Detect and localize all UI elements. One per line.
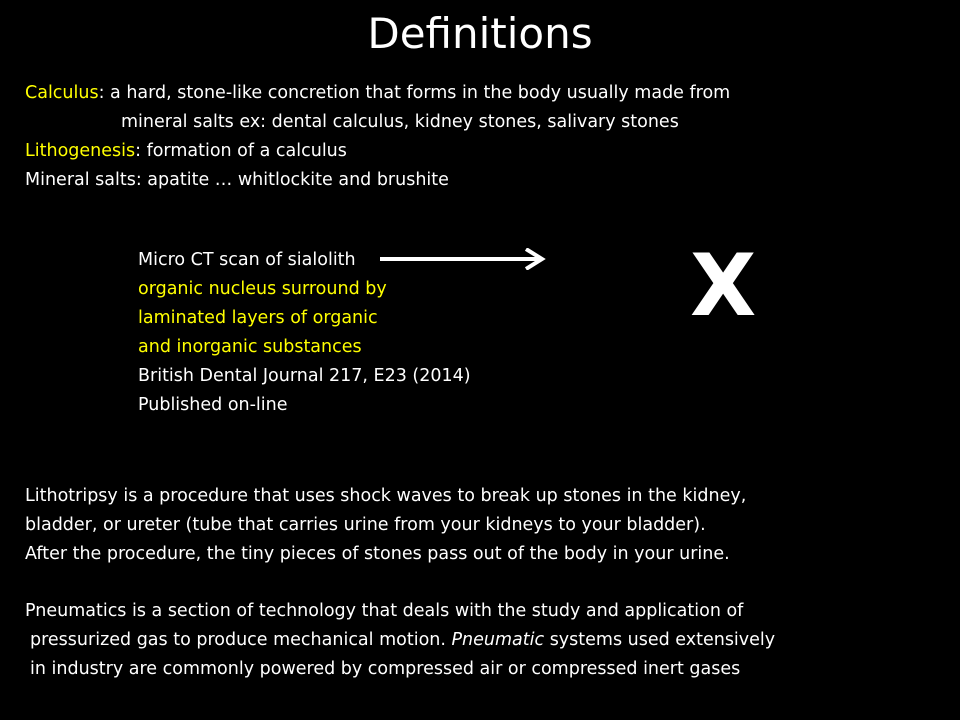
pneumatics-line-2-end: systems used extensively [544,630,776,650]
lithotripsy-paragraph [25,482,746,569]
caption-line-5: British Dental Journal 217, E23 (2014) [138,366,471,386]
caption-line-6: Published on-line [138,395,288,415]
pneumatics-line-1: Pneumatics is a section of technology that deals with the study and application of [25,601,744,621]
calculus-term: Calculus [25,83,99,103]
lithotripsy-line-3: After the procedure, the tiny pieces of stones pass out of the body in your urine. [25,544,730,564]
image-placeholder-x: X [690,236,757,336]
lithogenesis-text: : formation of a calculus [135,141,347,161]
calculus-text: : a hard, stone-like concretion that forms in the body usually made from [98,83,731,103]
slide-title: Definitions [367,9,593,58]
definitions-block [25,79,945,195]
caption-line-4: and inorganic substances [138,337,362,357]
calculus-definition [25,79,945,108]
pneumatic-emphasis: Pneumatic [451,630,545,650]
pneumatics-line-2-start: pressurized gas to produce mechanical motion. [30,630,452,650]
lithotripsy-line-1: Lithotripsy is a procedure that uses shock waves to break up stones in the kidney, [25,486,747,506]
pneumatics-line-3: in industry are commonly powered by compressed air or compressed inert gases [30,659,741,679]
image-caption [138,246,471,420]
caption-line-2: organic nucleus surround by [138,279,387,299]
calculus-definition-continued: mineral salts ex: dental calculus, kidney stones, salivary stones [121,112,679,132]
pneumatics-line-2 [25,626,775,655]
caption-line-3: laminated layers of organic [138,308,378,328]
pneumatics-paragraph [25,597,775,684]
lithogenesis-definition [25,137,945,166]
mineral-salts-definition: Mineral salts: apatite … whitlockite and brushite [25,170,449,190]
lithogenesis-term: Lithogenesis [25,141,136,161]
caption-line-1: Micro CT scan of sialolith [138,250,356,270]
lithotripsy-line-2: bladder, or ureter (tube that carries urine from your kidneys to your bladder). [25,515,706,535]
right-arrow-icon [380,248,546,270]
